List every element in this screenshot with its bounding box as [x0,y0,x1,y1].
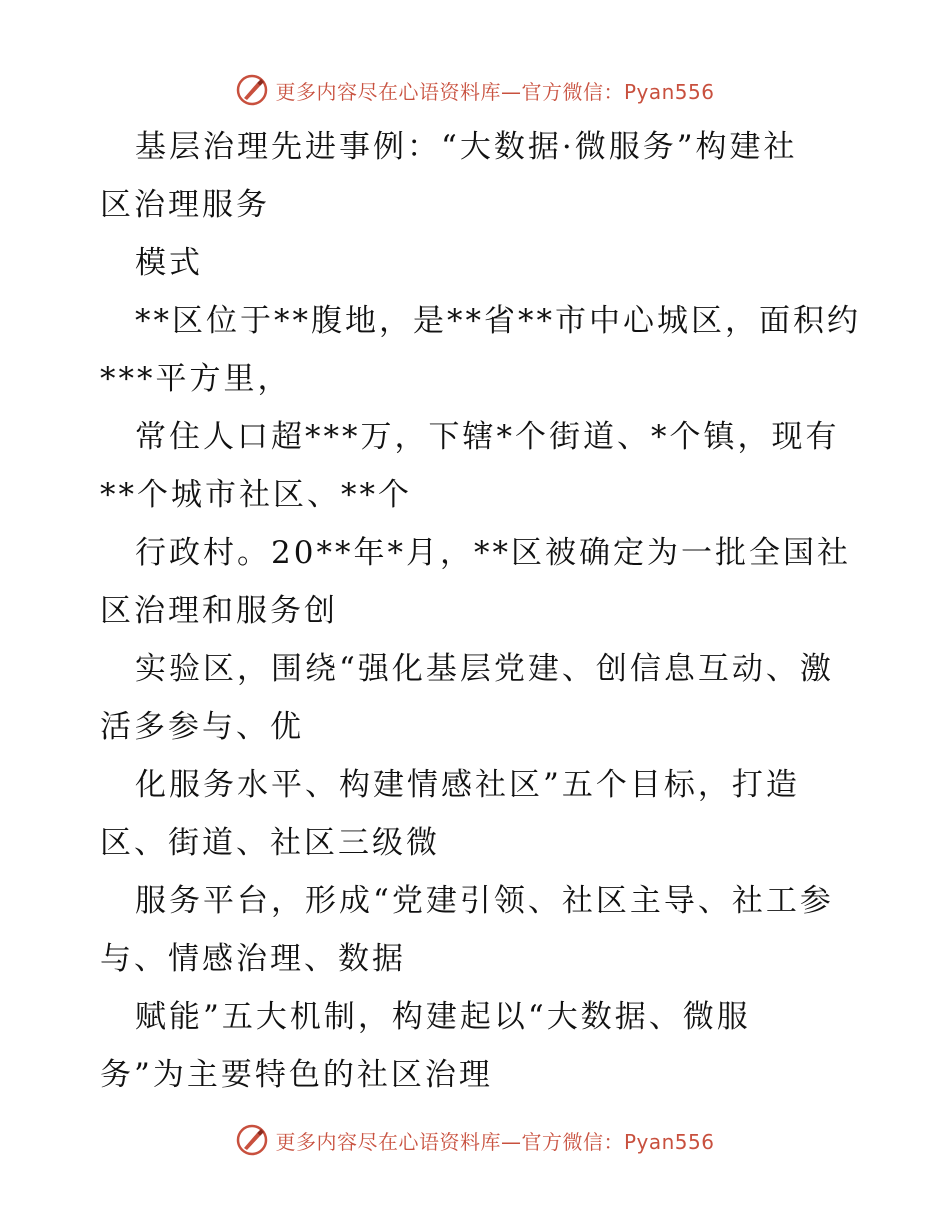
header-watermark-text: 更多内容尽在心语资料库—官方微信：Pyan556 [275,79,715,104]
text-line: 活多参与、优 [100,709,304,745]
text-line: 模式 [135,245,203,281]
footer-watermark-text: 更多内容尽在心语资料库—官方微信：Pyan556 [275,1129,715,1154]
text-line: 化服务水平、构建情感社区”五个目标，打造 [135,767,800,803]
text-line: ***平方里， [100,361,292,397]
text-line: 服务平台，形成“党建引领、社区主导、社工参 [135,883,834,919]
text-line: 常住人口超***万，下辖*个街道、*个镇，现有 [135,419,840,455]
document-body [100,118,860,1104]
text-line: 与、情感治理、数据 [100,941,406,977]
text-line: **个城市社区、**个 [100,477,412,513]
text-line: 区治理和服务创 [100,593,338,629]
text-line: **区位于**腹地，是**省**市中心城区，面积约 [135,303,861,339]
text-line: 务”为主要特色的社区治理 [100,1057,493,1093]
text-line: 区治理服务 [100,187,270,223]
pen-logo-icon [235,1123,269,1157]
footer-watermark-banner [0,1120,950,1160]
text-line: 赋能”五大机制，构建起以“大数据、微服 [135,999,751,1035]
pen-logo-icon [235,73,269,107]
text-line: 区、街道、社区三级微 [100,825,440,861]
text-line: 实验区，围绕“强化基层党建、创信息互动、激 [135,651,834,687]
text-line: 行政村。20**年*月，**区被确定为一批全国社 [135,535,851,571]
text-line: 基层治理先进事例：“大数据·微服务”构建社 [135,129,798,165]
header-watermark-banner [0,70,950,110]
